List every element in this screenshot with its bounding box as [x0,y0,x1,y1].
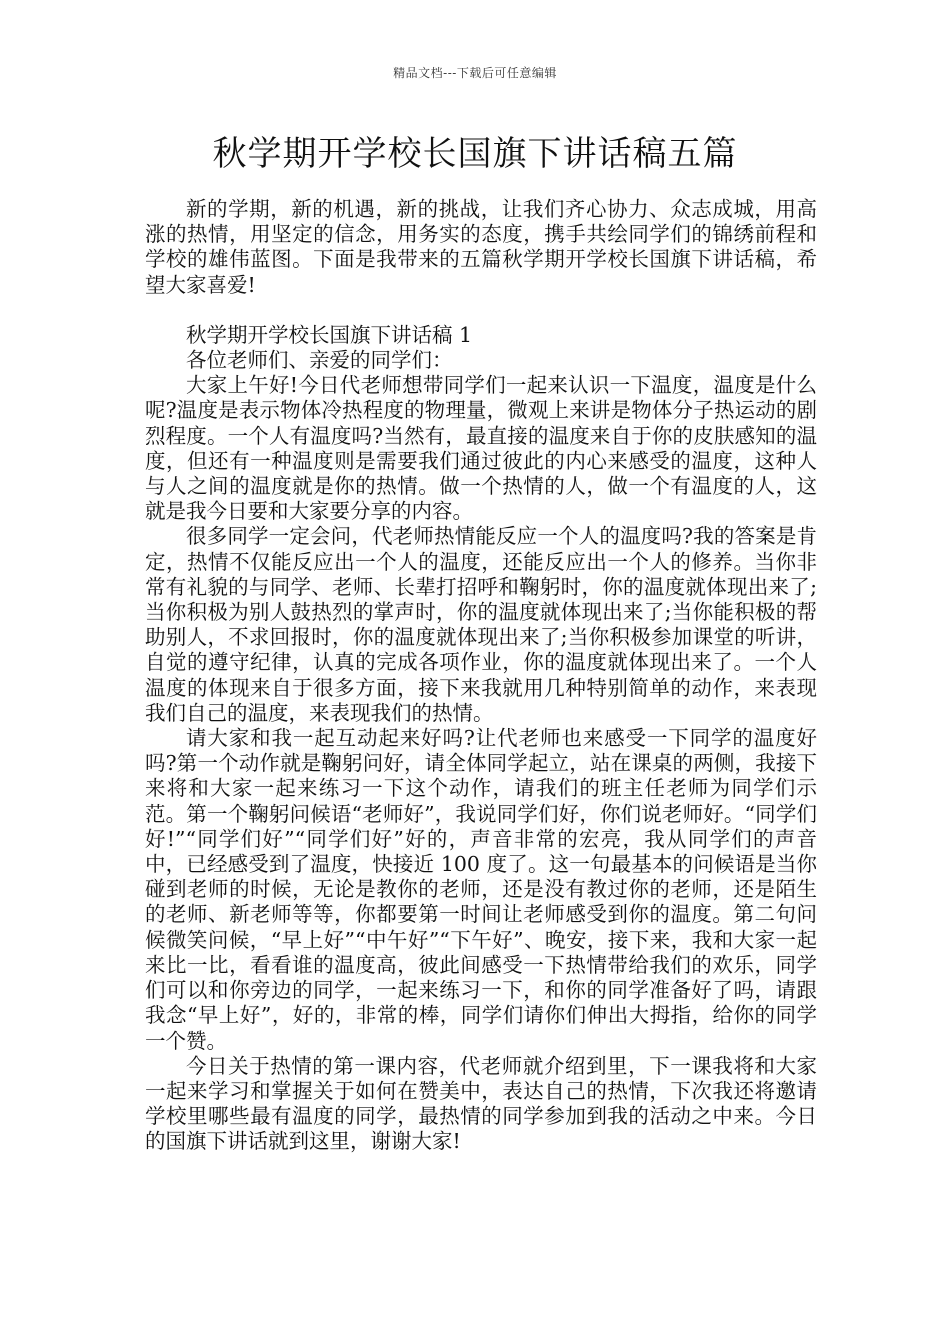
speech-paragraph: 很多同学一定会问，代老师热情能反应一个人的温度吗?我的答案是肯定，热情不仅能反应出一个人的温度，还能反应出一个人的修养。当你非常有礼貌的与同学、老师、长辈打招呼和鞠躬时，你的温度就体现出来了;当你积极为别人鼓热烈的掌声时，你的温度就体现出来了;当你能积极的帮助别人，不求回报时，你的温度就体现出来了;当你积极参加课堂的听讲，自觉的遵守纪律，认真的完成各项作业，你的温度就体现出来了。一个人温度的体现来自于很多方面，接下来我就用几种特别简单的动作，来表现我们自己的温度，来表现我们的热情。 [145,524,817,725]
intro-paragraph: 新的学期，新的机遇，新的挑战，让我们齐心协力、众志成城，用高涨的热情，用坚定的信念，用务实的态度，携手共绘同学们的锦绣前程和学校的雄伟蓝图。下面是我带来的五篇秋学期开学校长国旗下讲话稿，希望大家喜爱! [145,197,817,297]
section-heading: 秋学期开学校长国旗下讲话稿 1 [186,322,473,347]
speech-paragraph: 大家上午好!今日代老师想带同学们一起来认识一下温度，温度是什么呢?温度是表示物体冷热程度的物理量，微观上来讲是物体分子热运动的剧烈程度。一个人有温度吗?当然有，最直接的温度来自于你的皮肤感知的温度，但还有一种温度则是需要我们通过彼此的内心来感受的温度，这种人与人之间的温度就是你的热情。做一个热情的人，做一个有温度的人，这就是我今日要和大家要分享的内容。 [145,373,817,524]
speech-greeting: 各位老师们、亲爱的同学们： [186,348,453,373]
document-body [145,197,817,1155]
document-title: 秋学期开学校长国旗下讲话稿五篇 [212,134,738,174]
page-header-note: 精品文档---下载后可任意编辑 [393,66,557,80]
section-spacer [145,298,817,323]
speech-paragraph: 今日关于热情的第一课内容，代老师就介绍到里，下一课我将和大家一起来学习和掌握关于如何在赞美中，表达自己的热情，下次我还将邀请学校里哪些最有温度的同学，最热情的同学参加到我的活动之中来。今日的国旗下讲话就到这里，谢谢大家! [145,1053,817,1154]
speech-paragraph: 请大家和我一起互动起来好吗?让代老师也来感受一下同学的温度好吗?第一个动作就是鞠躬问好，请全体同学起立，站在课桌的两侧，我接下来将和大家一起来练习一下这个动作，请我们的班主任老师为同学们示范。第一个鞠躬问候语“老师好”，我说同学们好，你们说老师好。“同学们好!”“同学们好”“同学们好”好的，声音非常的宏亮，我从同学们的声音中，已经感受到了温度，快接近 100 度了。这一句最基本的问候语是当你碰到老师的时候，无论是教你的老师，还是没有教过你的老师，还是陌生的老师、新老师等等，你都要第一时间让老师感受到你的温度。第二句问候微笑问候，“早上好”“中午好”“下午好”、晚安，接下来，我和大家一起来比一比，看看谁的温度高，彼此间感受一下热情带给我们的欢乐，同学们可以和你旁边的同学，一起来练习一下，和你的同学准备好了吗，请跟我念“早上好”，好的，非常的棒，同学们请你们伸出大拇指，给你的同学一个赞。 [145,726,817,1053]
